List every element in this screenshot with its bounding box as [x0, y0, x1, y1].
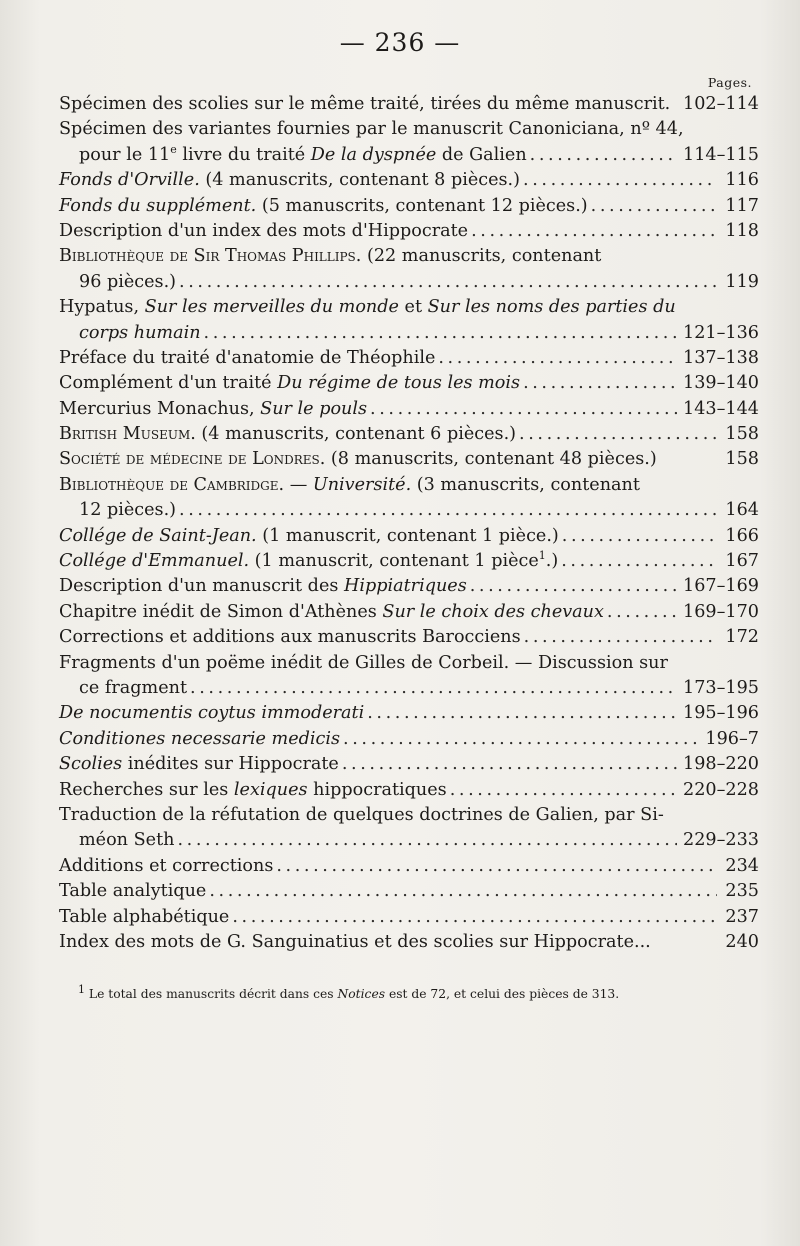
toc-entry: Spécimen des variantes fournies par le manuscrit Canoniciana, nº 44,: [59, 119, 684, 140]
page-number-header: — 236 —: [339, 28, 461, 57]
page-ref: 240: [725, 931, 759, 952]
page-ref: 172: [725, 627, 759, 648]
page-ref: 169–170: [683, 601, 759, 622]
toc-entry-continuation: ce fragment . . . 173–195: [59, 676, 759, 701]
page-ref: 164: [725, 500, 759, 521]
page-ref: 102–114: [683, 94, 759, 114]
toc-entry-continuation: 96 pièces.) . . . 119: [59, 270, 759, 295]
dot-leader: [179, 270, 717, 295]
toc-entry: Chapitre inédit de Simon d'Athènes Sur le choix des chevaux . . . 169–170: [59, 600, 759, 625]
page-ref: 158: [725, 424, 759, 445]
toc-entry: Corrections et additions aux manuscrits Barocciens . . . 172: [59, 625, 759, 650]
dot-leader: [190, 676, 677, 701]
toc-entry-continuation: pour le 11e livre du traité De la dyspnée de Galien . . . 114–115: [59, 143, 759, 168]
dot-leader: [450, 778, 677, 803]
dot-leader: [524, 625, 717, 650]
dot-leader: [523, 168, 717, 193]
page-ref: 167–169: [683, 576, 759, 597]
toc-entry: Collége d'Emmanuel. (1 manuscrit, contenant 1 pièce$^1$.) . . . 167: [59, 549, 759, 574]
dot-leader: [438, 346, 677, 371]
toc-entry-continuation: corps humain . . . 121–136: [59, 321, 759, 346]
page-ref: 195–196: [683, 703, 759, 724]
toc-entry: Scolies inédites sur Hippocrate . . . 198–220: [59, 752, 759, 777]
toc-entry: Traduction de la réfutation de quelques doctrines de Galien, par Si-: [59, 804, 664, 825]
toc-entry: Complément d'un traité Du régime de tous les mois . . . 139–140: [59, 371, 759, 396]
toc-entry: Mercurius Monachus, Sur le pouls . . . 143–144: [59, 397, 759, 422]
toc-entry-continuation: 12 pièces.) . . . 164: [59, 498, 759, 523]
page-ref: 158: [725, 449, 759, 470]
toc-entry: Table analytique . . . 235: [59, 879, 759, 904]
dot-leader: [530, 143, 677, 168]
toc-entry: British Museum. (4 manuscrits, contenant 6 pièces.) . . . 158: [59, 422, 759, 447]
toc-entry: Recherches sur les lexiques hippocratiques . . . 220–228: [59, 778, 759, 803]
toc-entry: Bibliothèque de Sir Thomas Phillips. (22 manuscrits, contenant: [59, 246, 602, 267]
toc-entry: Bibliothèque de Cambridge. — Université. (3 manuscrits, contenant: [59, 474, 640, 495]
dot-leader: [470, 574, 677, 599]
toc-entry: Fonds du supplément. (5 manuscrits, contenant 12 pièces.) . . . 117: [59, 194, 759, 219]
page-ref: 198–220: [683, 754, 759, 775]
toc-entry: Préface du traité d'anatomie de Théophile . . . 137–138: [59, 346, 759, 371]
dot-leader: [232, 905, 717, 930]
dot-leader: [343, 727, 699, 752]
dot-leader: [177, 828, 677, 853]
page-ref: 143–144: [683, 398, 759, 419]
dot-leader: [179, 498, 717, 523]
toc-entry: Index des mots de G. Sanguinatius et des scolies sur Hippocrate... 240: [59, 930, 759, 955]
dot-leader: [367, 701, 677, 726]
toc-entry: Description d'un manuscrit des Hippiatriques . . . 167–169: [59, 574, 759, 599]
dot-leader: [519, 422, 717, 447]
page-ref: 121–136: [683, 322, 759, 343]
toc-entry: Société de médecine de Londres. (8 manuscrits, contenant 48 pièces.) 158: [59, 447, 759, 472]
toc-entry-continuation: méon Seth . . . 229–233: [59, 828, 759, 853]
toc-entry: Fragments d'un poëme inédit de Gilles de Corbeil. — Discussion sur: [59, 652, 668, 673]
dot-leader: [370, 397, 677, 422]
toc-entry: Hypatus, Sur les merveilles du monde et Sur les noms des parties du: [59, 297, 676, 318]
dot-leader: [342, 752, 677, 777]
page-ref: 137–138: [683, 347, 759, 368]
dot-leader: [591, 194, 717, 219]
page-ref: 237: [725, 906, 759, 927]
dot-leader: [471, 219, 717, 244]
dot-leader: [204, 321, 677, 346]
page-ref: 173–195: [683, 677, 759, 698]
page-ref: 166: [725, 525, 759, 546]
toc-entry: Additions et corrections . . . 234: [59, 854, 759, 879]
page-ref: 234: [725, 855, 759, 876]
page-ref: 167: [725, 551, 759, 572]
dot-leader: [276, 854, 717, 879]
page-ref: 229–233: [683, 830, 759, 851]
page-ref: 116: [725, 170, 759, 191]
page-ref: 196–7: [705, 728, 759, 749]
page-ref: 139–140: [683, 373, 759, 394]
toc-entry: Conditiones necessarie medicis . . . 196–7: [59, 727, 759, 752]
dot-leader: [523, 371, 677, 396]
footnote-ref: 1: [538, 549, 546, 563]
toc-entry: Collége de Saint-Jean. (1 manuscrit, contenant 1 pièce.) . . . 166: [59, 524, 759, 549]
page-ref: 220–228: [683, 779, 759, 800]
toc-entry: De nocumentis coytus immoderati . . . 195–196: [59, 701, 759, 726]
table-of-contents: [59, 92, 759, 955]
dot-leader: [562, 524, 717, 549]
dot-leader: [561, 549, 717, 574]
toc-entry: Spécimen des scolies sur le même traité, tirées du même manuscrit. 102–114: [59, 92, 759, 117]
footnote: $^1$ Le total des manuscrits décrit dans ces Notices est de 72, et celui des pièces de 313.: [78, 982, 620, 1001]
page-ref: 118: [725, 220, 759, 241]
toc-entry: Description d'un index des mots d'Hippocrate . . . 118: [59, 219, 759, 244]
dot-leader: [607, 600, 677, 625]
page-ref: 119: [725, 271, 759, 292]
dot-leader: [209, 879, 717, 904]
page-ref: 117: [725, 195, 759, 216]
footnote-mark: 1: [78, 982, 85, 996]
pages-column-label: Pages.: [707, 75, 752, 90]
toc-entry: Fonds d'Orville. (4 manuscrits, contenant 8 pièces.) . . . 116: [59, 168, 759, 193]
page-ref: 235: [725, 881, 759, 902]
toc-entry: Table alphabétique . . . 237: [59, 905, 759, 930]
page-ref: 114–115: [683, 144, 759, 165]
